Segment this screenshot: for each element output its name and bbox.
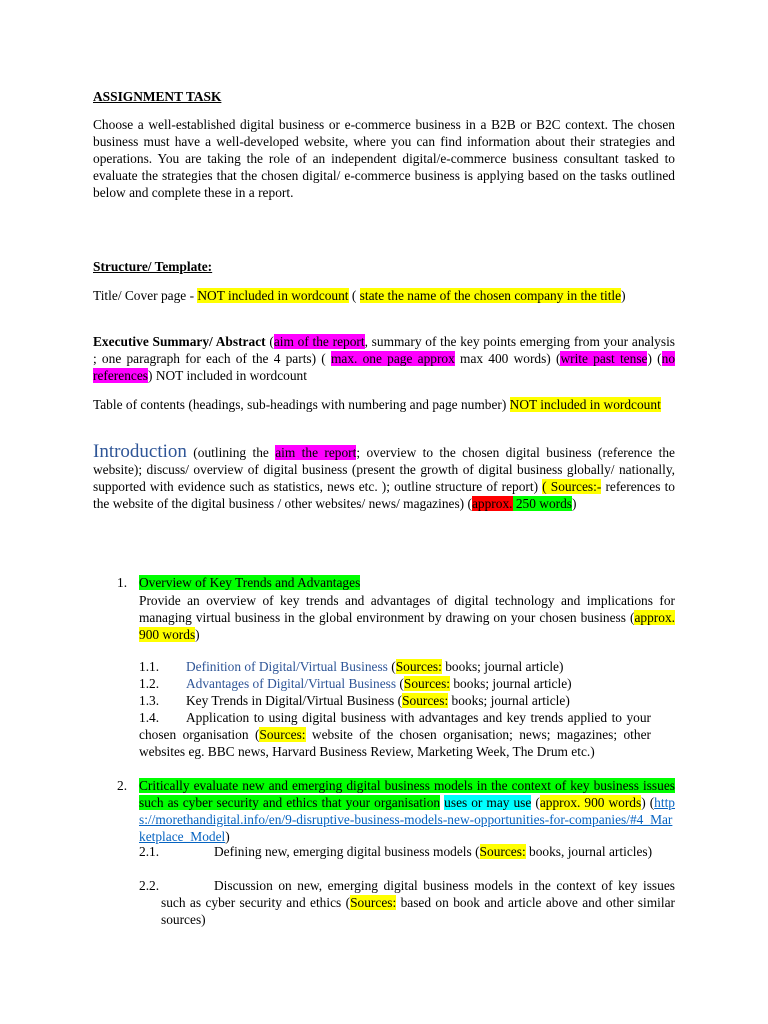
intro-words-highlight: 250 words: [512, 496, 573, 511]
assignment-task-title: ASSIGNMENT TASK: [93, 89, 222, 104]
exec-summary-paragraph: Executive Summary/ Abstract (aim of the report, summary of the key points emerging from your analysis ; one paragraph for each of the 4 parts) ( max. one page approx max 400 words) (write past tense) (no references) NOT included in wordcount: [93, 334, 676, 383]
past-tense-highlight: write past tense: [560, 351, 648, 366]
sources-highlight: Sources:: [403, 676, 451, 691]
sources-highlight: Sources:: [350, 895, 397, 910]
section-2-title: Critically evaluate new and emerging digital business models in the context of key business issues such as cyber security and ethics that your organisation: [139, 778, 675, 810]
aim-highlight: aim of the report: [273, 334, 365, 349]
toc-not-included-highlight: NOT included in wordcount: [509, 397, 661, 412]
title-cover-paragraph: Title/ Cover page - NOT included in wordcount ( state the name of the chosen company in the title): [93, 288, 626, 303]
max-page-highlight: max. one page approx: [330, 351, 455, 366]
section-1-title: Overview of Key Trends and Advantages: [139, 575, 361, 590]
list-item-1-1: 1.1. Definition of Digital/Virtual Business (Sources: books; journal article): [139, 659, 564, 674]
section-1-approx-highlight: approx. 900 words: [139, 610, 675, 642]
structure-heading: Structure/ Template:: [93, 259, 213, 274]
list-item-2-2: 2.2. Discussion on new, emerging digital business models in the context of key issues such as cyber security and ethics (Sources: based on book and article above and other similar sources): [139, 878, 675, 927]
sources-highlight: Sources:: [395, 659, 442, 674]
introduction-heading: Introduction: [93, 441, 187, 462]
intro-sources-highlight: ( Sources:-: [542, 479, 602, 494]
list-item-2-1: 2.1. Defining new, emerging digital business models (Sources: books, journal articles): [139, 844, 653, 859]
intro-paragraph: Choose a well-established digital business or e-commerce business in a B2B or B2C context. The chosen business must have a well-developed website, where you can find information about their strategies and operations. You are taking the role of an independent digital/e-commerce business consultant tasked to evaluate the strategies that the chosen digital/ e-commerce business is applying based on the tasks outlined below and complete these in a report.: [93, 117, 675, 200]
toc-paragraph: Table of contents (headings, sub-headings with numbering and page number) NOT included in wordcount: [93, 397, 661, 412]
list-item-1-2: 1.2. Advantages of Digital/Virtual Business (Sources: books; journal article): [139, 676, 572, 691]
reference-link[interactable]: https://morethandigital.info/en/9-disruptive-business-models-new-opportunities-for-companies/#4_Marketplace_Model: [139, 795, 675, 844]
intro-approx-highlight: approx.: [471, 496, 513, 511]
list-item-1-3: 1.3. Key Trends in Digital/Virtual Business (Sources: books; journal article): [139, 693, 570, 708]
assignment-heading: [93, 88, 675, 105]
section-2-approx-highlight: approx. 900 words: [539, 795, 642, 810]
sources-highlight: Sources:: [402, 693, 449, 708]
section-1-number: 1.: [117, 575, 128, 590]
list-item-1-4: 1.4. Application to using digital business with advantages and key trends applied to your chosen organisation (Sources: website of the chosen organisation; news; magazines; other websites eg. BBC news, Harvard Business Review, Marketing Week, The Drum etc.): [139, 710, 651, 759]
no-refs-highlight: no references: [93, 351, 676, 383]
section-1-body: Provide an overview of key trends and advantages of digital technology and implications for managing virtual business in the global environment by drawing on your chosen business (approx. 900 words): [139, 593, 675, 642]
sources-highlight: Sources:: [259, 727, 306, 742]
intro-aim-highlight: aim the report: [275, 445, 357, 460]
state-name-highlight: state the name of the chosen company in the title: [359, 288, 622, 303]
not-included-highlight: NOT included in wordcount: [197, 288, 349, 303]
exec-summary-label: Executive Summary/ Abstract: [93, 334, 266, 349]
section-2-heading: 2. Critically evaluate new and emerging digital business models in the context of key business issues such as cyber security and ethics that your organisation uses or may use (approx. 900 words) (https://morethandigital.info/en/9-disruptive-business-models-new-opportunities-for-companies/#4_Marketplace_Model): [117, 778, 675, 844]
introduction-paragraph: Introduction (outlining the aim the report; overview to the chosen digital business (reference the website); discuss/ overview of digital business (present the growth of digital business globally/ nationally, supported with evidence such as statistics, news etc. ); outline structure of report) ( Sources:- references to the website of the digital business / other websites/ news/ magazines) (approx. 250 words): [93, 441, 675, 511]
section-1-heading: [117, 574, 675, 591]
uses-may-use-highlight: uses or may use: [444, 795, 532, 810]
sources-highlight: Sources:: [479, 844, 526, 859]
